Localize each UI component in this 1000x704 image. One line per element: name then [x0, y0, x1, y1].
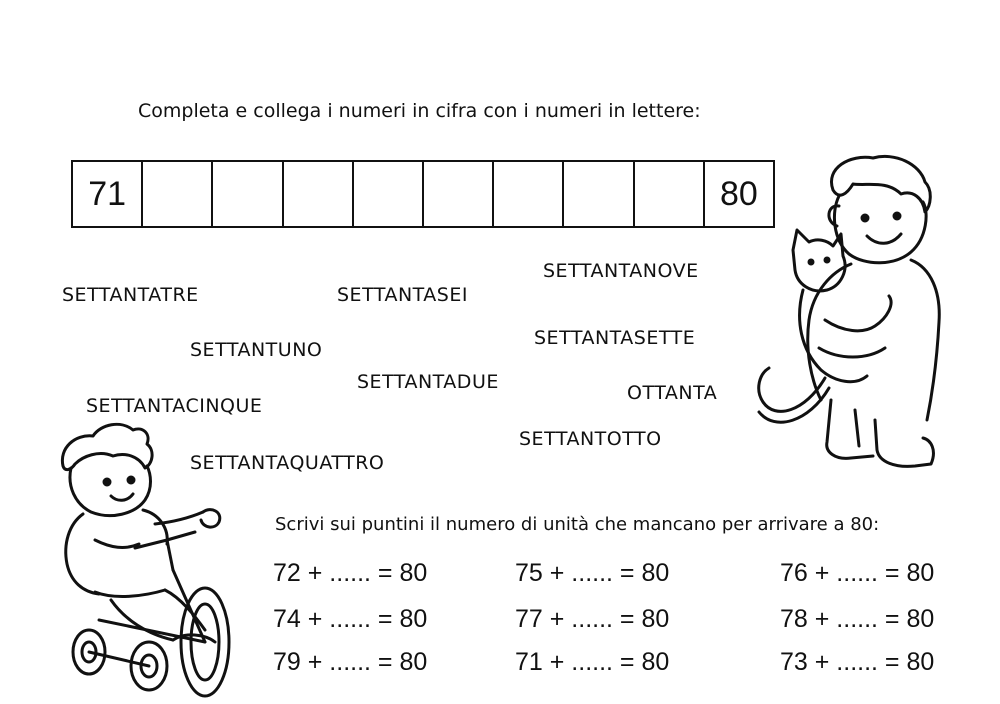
- equation[interactable]: 76 + ...... = 80: [780, 559, 935, 587]
- number-word[interactable]: SETTANTASEI: [337, 284, 468, 306]
- number-word[interactable]: SETTANTANOVE: [543, 260, 699, 282]
- equation[interactable]: 71 + ...... = 80: [515, 648, 670, 676]
- boy-on-tricycle-illustration: [55, 420, 255, 700]
- strip-cell[interactable]: [143, 162, 213, 226]
- boy-with-cat-illustration: [755, 150, 945, 480]
- strip-cell: 80: [720, 174, 758, 213]
- strip-cell[interactable]: [494, 162, 564, 226]
- strip-cell[interactable]: [213, 162, 283, 226]
- strip-cell[interactable]: [564, 162, 634, 226]
- number-word[interactable]: SETTANTADUE: [357, 371, 499, 393]
- second-instruction: Scrivi sui puntini il numero di unità che mancano per arrivare a 80:: [275, 514, 880, 535]
- equation[interactable]: 79 + ...... = 80: [273, 648, 428, 676]
- equation[interactable]: 74 + ...... = 80: [273, 605, 428, 633]
- number-word[interactable]: SETTANTUNO: [190, 339, 323, 361]
- equation[interactable]: 78 + ...... = 80: [780, 605, 935, 633]
- equation[interactable]: 75 + ...... = 80: [515, 559, 670, 587]
- number-word[interactable]: SETTANTACINQUE: [86, 395, 263, 417]
- strip-cell[interactable]: [635, 162, 705, 226]
- equation[interactable]: 73 + ...... = 80: [780, 648, 935, 676]
- page-instruction: Completa e collega i numeri in cifra con i numeri in lettere:: [138, 100, 701, 122]
- strip-cell[interactable]: [424, 162, 494, 226]
- strip-cell[interactable]: [354, 162, 424, 226]
- number-word[interactable]: SETTANTOTTO: [519, 428, 662, 450]
- strip-cell[interactable]: [284, 162, 354, 226]
- number-strip: [71, 160, 775, 228]
- number-word[interactable]: OTTANTA: [627, 382, 718, 404]
- number-word[interactable]: SETTANTAQUATTRO: [190, 452, 385, 474]
- strip-cell: 71: [73, 162, 143, 226]
- number-word[interactable]: SETTANTASETTE: [534, 327, 696, 349]
- equation[interactable]: 72 + ...... = 80: [273, 559, 428, 587]
- number-word[interactable]: SETTANTATRE: [62, 284, 199, 306]
- equation[interactable]: 77 + ...... = 80: [515, 605, 670, 633]
